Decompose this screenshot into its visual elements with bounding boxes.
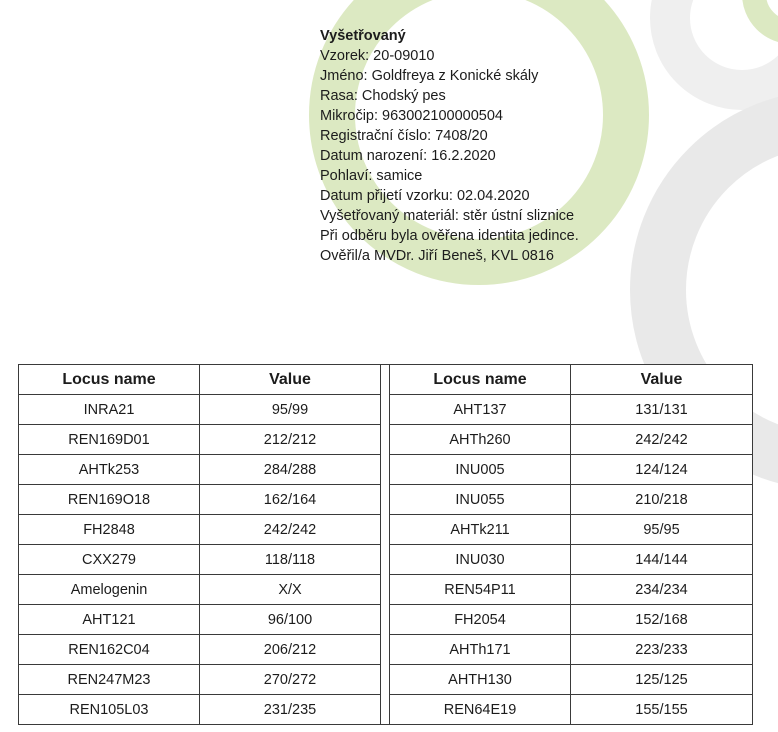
value-cell-left: 95/99 (200, 395, 381, 425)
table-row (19, 635, 753, 665)
subject-heading: Vyšetřovaný (320, 28, 406, 44)
column-separator (381, 395, 390, 425)
green-ring-corner (754, 0, 778, 32)
value-cell-left: 270/272 (200, 665, 381, 695)
locus-name-cell-left: AHTk253 (19, 455, 200, 485)
table-row (19, 605, 753, 635)
locus-name-cell-right: AHTh171 (390, 635, 571, 665)
value-cell-right: 155/155 (571, 695, 753, 725)
table-row (19, 425, 753, 455)
locus-name-cell-right: FH2054 (390, 605, 571, 635)
locus-name-cell-right: INU055 (390, 485, 571, 515)
value-cell-right: 242/242 (571, 425, 753, 455)
locus-name-cell-left: INRA21 (19, 395, 200, 425)
table-row (19, 455, 753, 485)
locus-name-cell-left: CXX279 (19, 545, 200, 575)
header-locus-name-right: Locus name (390, 365, 571, 395)
dna-profile-table (18, 364, 753, 725)
locus-name-cell-left: REN247M23 (19, 665, 200, 695)
column-separator (381, 695, 390, 725)
column-separator (381, 545, 390, 575)
column-separator (381, 365, 390, 395)
header-value-left: Value (200, 365, 381, 395)
column-separator (381, 455, 390, 485)
table-header-row (19, 365, 753, 395)
value-cell-left: 284/288 (200, 455, 381, 485)
column-separator (381, 575, 390, 605)
birth-date-line: Datum narození: 16.2.2020 (320, 148, 496, 164)
table-row (19, 395, 753, 425)
column-separator (381, 665, 390, 695)
locus-name-cell-right: AHTH130 (390, 665, 571, 695)
value-cell-left: 206/212 (200, 635, 381, 665)
column-separator (381, 515, 390, 545)
value-cell-right: 234/234 (571, 575, 753, 605)
value-cell-left: 118/118 (200, 545, 381, 575)
locus-name-cell-left: AHT121 (19, 605, 200, 635)
table-row (19, 665, 753, 695)
table-row (19, 575, 753, 605)
column-separator (381, 635, 390, 665)
locus-name-cell-left: REN162C04 (19, 635, 200, 665)
table-row (19, 695, 753, 725)
value-cell-right: 144/144 (571, 545, 753, 575)
value-cell-left: 231/235 (200, 695, 381, 725)
header-locus-name-left: Locus name (19, 365, 200, 395)
verified-by-line: Ověřil/a MVDr. Jiří Beneš, KVL 0816 (320, 248, 554, 264)
locus-name-cell-right: AHT137 (390, 395, 571, 425)
breed-line: Rasa: Chodský pes (320, 88, 446, 104)
value-cell-left: 162/164 (200, 485, 381, 515)
locus-name-cell-left: REN105L03 (19, 695, 200, 725)
locus-name-cell-right: INU030 (390, 545, 571, 575)
locus-name-cell-right: AHTh260 (390, 425, 571, 455)
value-cell-left: 242/242 (200, 515, 381, 545)
table-row (19, 515, 753, 545)
microchip-line: Mikročip: 963002100000504 (320, 108, 503, 124)
table-row (19, 545, 753, 575)
identity-note-line: Při odběru byla ověřena identita jedince. (320, 228, 579, 244)
value-cell-right: 125/125 (571, 665, 753, 695)
column-separator (381, 605, 390, 635)
registration-line: Registrační číslo: 7408/20 (320, 128, 488, 144)
material-line: Vyšetřovaný materiál: stěr ústní sliznice (320, 208, 575, 224)
table-row (19, 485, 753, 515)
value-cell-right: 152/168 (571, 605, 753, 635)
value-cell-right: 131/131 (571, 395, 753, 425)
locus-name-cell-left: REN169D01 (19, 425, 200, 455)
sample-line: Vzorek: 20-09010 (320, 48, 435, 64)
value-cell-right: 124/124 (571, 455, 753, 485)
header-value-right: Value (571, 365, 753, 395)
sex-line: Pohlaví: samice (320, 168, 423, 184)
locus-name-cell-left: REN169O18 (19, 485, 200, 515)
received-date-line: Datum přijetí vzorku: 02.04.2020 (320, 188, 530, 204)
locus-name-cell-right: REN64E19 (390, 695, 571, 725)
column-separator (381, 425, 390, 455)
value-cell-left: 96/100 (200, 605, 381, 635)
table-body (19, 395, 753, 725)
locus-name-cell-right: INU005 (390, 455, 571, 485)
name-line: Jméno: Goldfreya z Konické skály (320, 68, 539, 84)
value-cell-left: X/X (200, 575, 381, 605)
value-cell-right: 95/95 (571, 515, 753, 545)
value-cell-right: 210/218 (571, 485, 753, 515)
value-cell-right: 223/233 (571, 635, 753, 665)
locus-name-cell-left: Amelogenin (19, 575, 200, 605)
column-separator (381, 485, 390, 515)
value-cell-left: 212/212 (200, 425, 381, 455)
subject-info (320, 26, 579, 266)
locus-name-cell-left: FH2848 (19, 515, 200, 545)
locus-name-cell-right: REN54P11 (390, 575, 571, 605)
locus-name-cell-right: AHTk211 (390, 515, 571, 545)
